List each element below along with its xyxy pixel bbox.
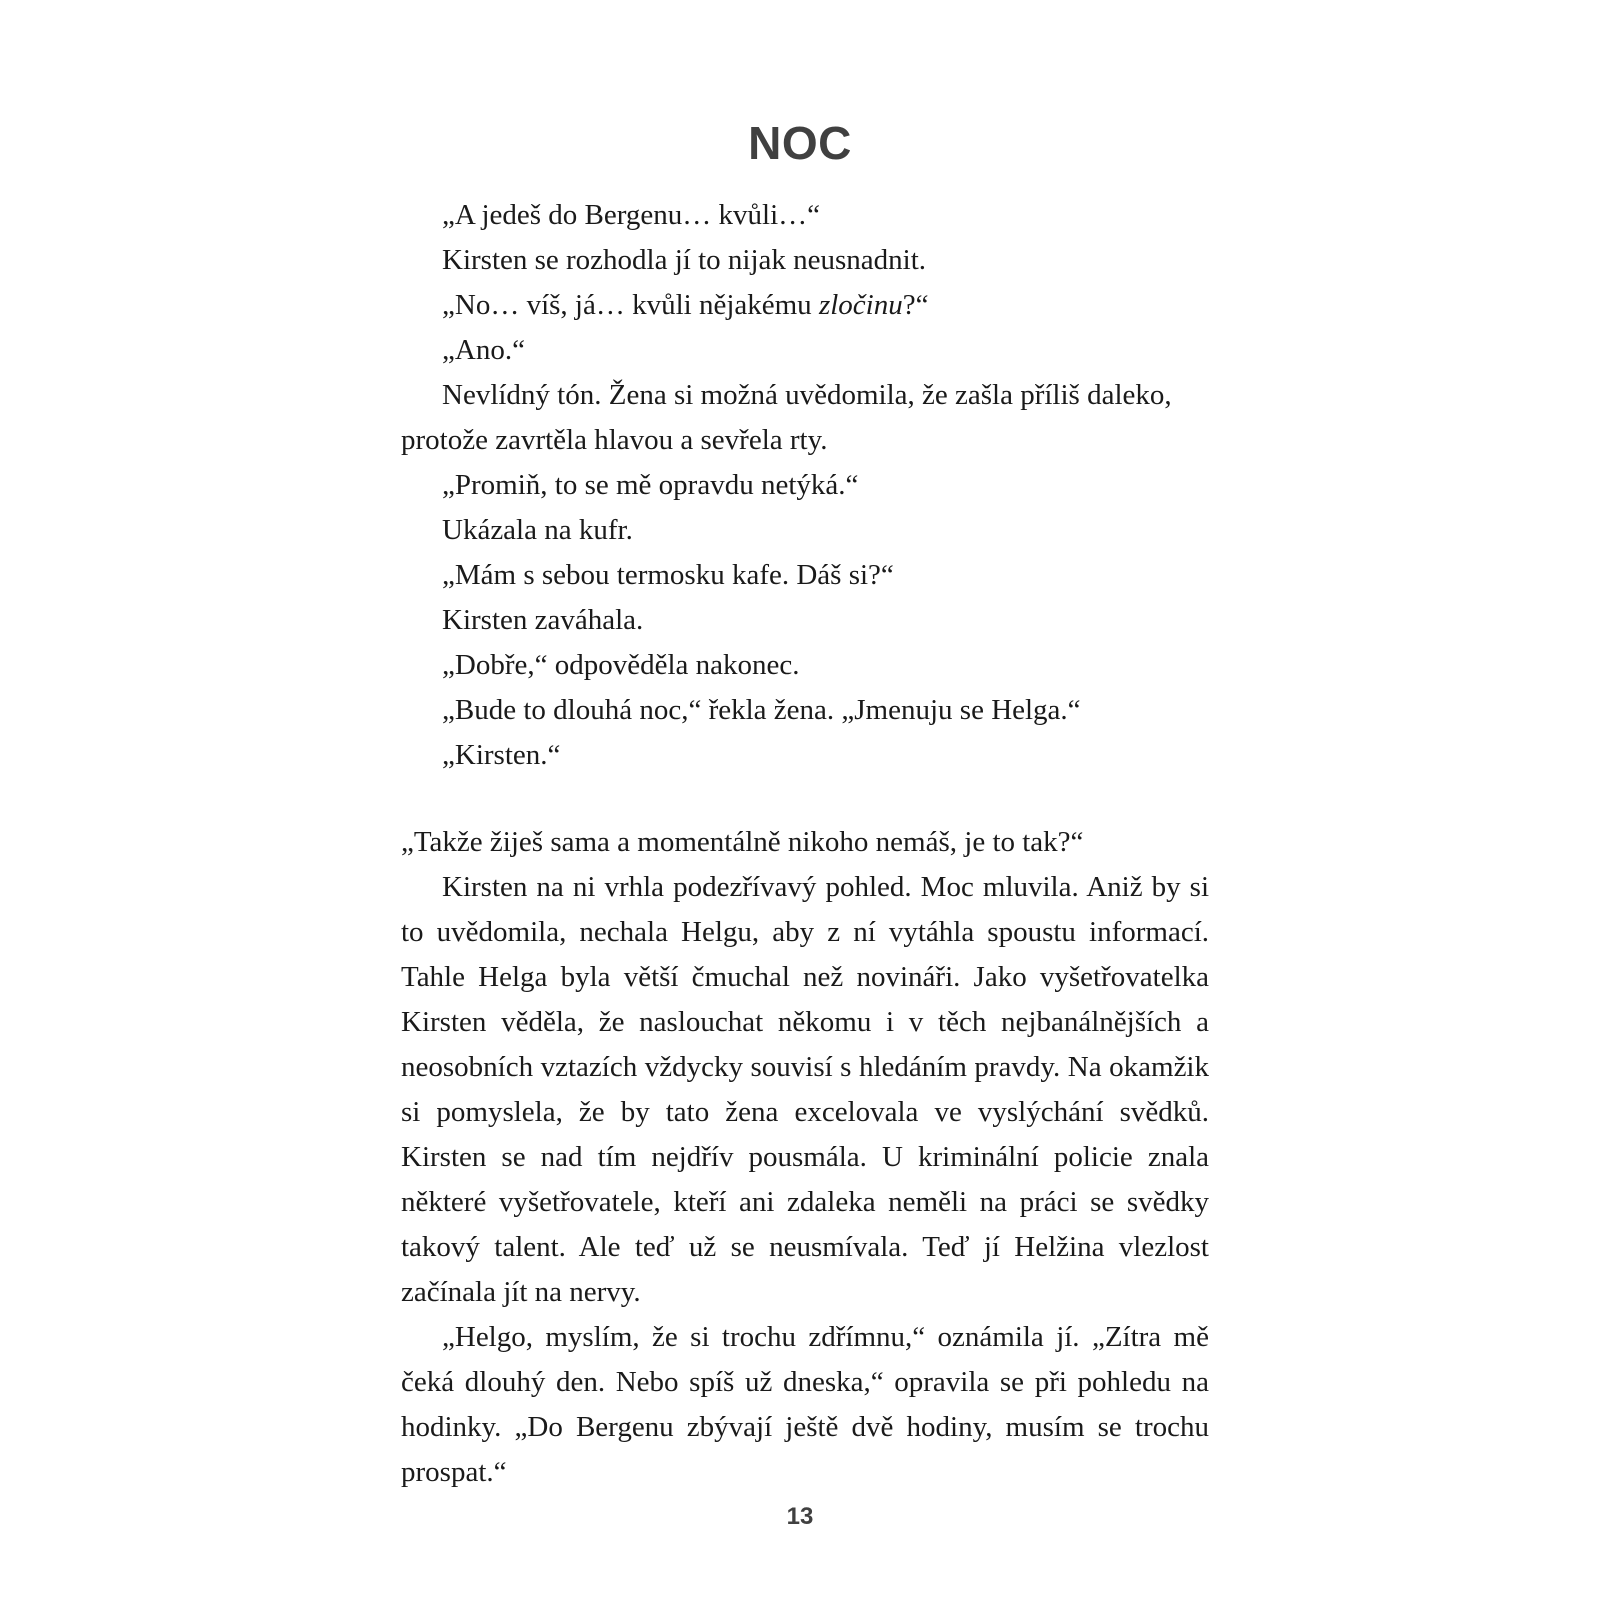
paragraph: Kirsten se rozhodla jí to nijak neusnadnit. <box>442 244 927 276</box>
italic-word: zločinu <box>818 289 903 321</box>
paragraph: Ukázala na kufr. <box>442 514 633 546</box>
paragraph: „Promiň, to se mě opravdu netýká.“ <box>442 469 859 501</box>
paragraph <box>401 283 1209 328</box>
paragraph: „Ano.“ <box>442 334 525 366</box>
paragraph-text: „No… víš, já… kvůli nějakému <box>442 289 819 321</box>
page-number: 13 <box>786 1503 814 1530</box>
paragraph: „Mám s sebou termosku kafe. Dáš si?“ <box>442 559 894 591</box>
paragraph: „Takže žiješ sama a momentálně nikoho nemáš, je to tak?“ <box>401 826 1084 858</box>
paragraph: „Helgo, myslím, že si trochu zdřímnu,“ oznámila jí. „Zítra mě čeká dlouhý den. Nebo spíš už dneska,“ opravila se při pohledu na hodinky. „Do Bergenu zbývají ještě dvě hodiny, musím se trochu prospat.“ <box>401 1321 1209 1488</box>
paragraph: „Dobře,“ odpověděla nakonec. <box>442 649 800 681</box>
paragraph: „Kirsten.“ <box>442 739 561 771</box>
paragraph-text: ?“ <box>902 289 929 321</box>
paragraph: Nevlídný tón. Žena si možná uvědomila, že zašla příliš daleko, protože zavrtěla hlavou a sevřela rty. <box>401 379 1172 456</box>
paragraph: „Bude to dlouhá noc,“ řekla žena. „Jmenuju se Helga.“ <box>442 694 1081 726</box>
paragraph: „A jedeš do Bergenu… kvůli…“ <box>442 199 821 231</box>
dialogue-section <box>401 193 1209 778</box>
narrative-section <box>401 820 1209 1495</box>
chapter-title: NOC <box>748 116 852 169</box>
paragraph: Kirsten zaváhala. <box>442 604 644 636</box>
paragraph: Kirsten na ni vrhla podezřívavý pohled. Moc mluvila. Aniž by si to uvědomila, nechala Helgu, aby z ní vytáhla spoustu informací. Tahle Helga byla větší čmuchal než novináři. Jako vyšetřovatelka Kirsten věděla, že naslouchat někomu i v těch nejbanálnějších a neosobních vztazích vždycky souvisí s hledáním pravdy. Na okamžik si pomyslela, že by tato žena excelovala ve vyslýchání svědků. Kirsten se nad tím nejdřív pousmála. U kriminální policie znala některé vyšetřovatele, kteří ani zdaleka neměli na práci se svědky takový talent. Ale teď už se neusmívala. Teď jí Helžina vlezlost začínala jít na nervy. <box>401 871 1209 1308</box>
